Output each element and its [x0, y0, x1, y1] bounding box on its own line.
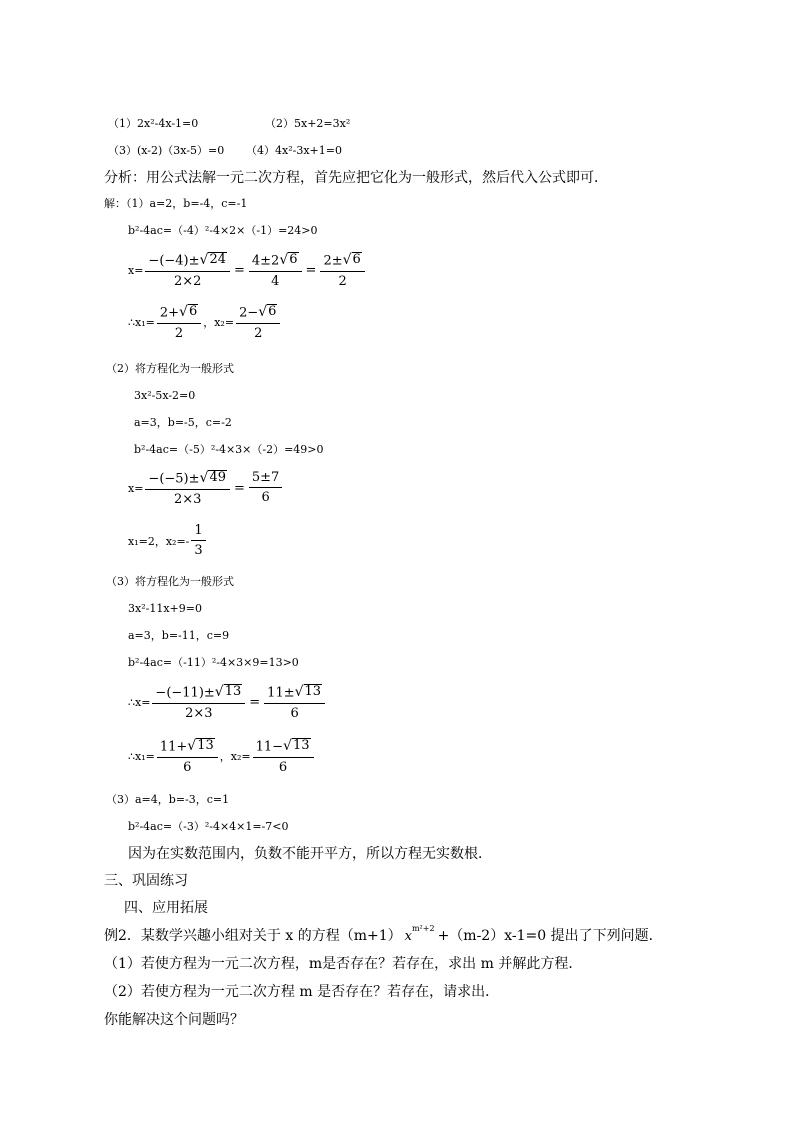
analysis-text: 分析：用公式法解一元二次方程，首先应把它化为一般形式，然后代入公式即可． [104, 170, 608, 186]
section-consolidation-heading: 三、巩固练习 [104, 873, 188, 889]
solution-4-conclusion: 因为在实数范围内，负数不能开平方，所以方程无实数根． [128, 846, 492, 862]
solution-2-coefficients: a=3，b=-5，c=-2 [134, 416, 232, 429]
example-2-question-1: （1）若使方程为一元二次方程，m是否存在？若存在，求出 m 并解此方程． [104, 956, 583, 972]
example-2-statement: 例2．某数学兴趣小组对关于 x 的方程（m+1） $x^{m^2+2}$ +（m-2）x-1=0 提出了下列问题． [104, 924, 663, 944]
fraction: 11± √ 13 6 [264, 684, 325, 721]
fraction: 11+ √ 13 6 [157, 738, 218, 775]
fraction: 2± √ 6 2 [320, 252, 364, 289]
example-2-question-3: 你能解决这个问题吗？ [104, 1012, 244, 1028]
solution-4-discriminant: b²-4ac=（-3）²-4×4×1=-7<0 [128, 820, 289, 833]
solution-1-heading: 解：（1）a=2，b=-4，c=-1 [104, 197, 248, 210]
example-2-question-2: （2）若使方程为一元二次方程 m 是否存在？若存在，请求出． [104, 984, 500, 1000]
problem-1: （1）2x²-4x-1=0 [108, 117, 199, 130]
fraction: $\frac{5\pm 7}{6}$ [249, 471, 282, 506]
solution-3-heading: （3）将方程化为一般形式 [106, 575, 234, 588]
fraction: −(−11)± √ 13 2×3 [152, 684, 245, 721]
solution-2-standard-form: 3x²-5x-2=0 [134, 389, 196, 402]
solution-4-heading: （3）a=4，b=-3，c=1 [106, 793, 230, 806]
fraction: 4±2 √ 6 4 [249, 252, 302, 289]
solution-3-coefficients: a=3，b=-11，c=9 [128, 629, 230, 642]
problem-2: （2）5x+2=3x² [265, 117, 351, 130]
solution-3-formula: ∴x= −(−11)± √ 13 2×3 = 11± √ 13 6 [128, 684, 327, 721]
solution-2-heading: （2）将方程化为一般形式 [106, 362, 234, 375]
fraction: −(−4)± √ 24 2×2 [145, 252, 230, 289]
problem-4: （4）4x²-3x+1=0 [246, 144, 342, 157]
fraction: $\frac{1}{3}$ [191, 524, 205, 559]
fraction: 2+ √ 6 2 [157, 304, 201, 341]
problem-3: （3）(x-2)（3x-5）=0 [108, 144, 225, 157]
x-label: x= [128, 263, 144, 277]
solution-1-discriminant: b²-4ac=（-4）²-4×2×（-1）=24>0 [128, 224, 318, 237]
fraction: 11− √ 13 6 [253, 738, 314, 775]
solution-2-discriminant: b²-4ac=（-5）²-4×3×（-2）=49>0 [134, 443, 324, 456]
power-base: x [404, 929, 412, 944]
solution-3-standard-form: 3x²-11x+9=0 [128, 602, 202, 615]
solution-1-roots: ∴x₁= 2+ √ 6 2 ，x₂= 2− √ 6 2 [128, 304, 282, 341]
solution-3-roots: ∴x₁= 11+ √ 13 6 ，x₂= 11− √ 13 6 [128, 738, 316, 775]
fraction: −(−5)± √ 49 2×3 [145, 470, 230, 507]
fraction: 2− √ 6 2 [236, 304, 280, 341]
solution-1-formula: x= −(−4)± √ 24 2×2 = 4±2 √ 6 4 = 2± √ 6 2 [128, 252, 367, 289]
solution-3-discriminant: b²-4ac=（-11）²-4×3×9=13>0 [128, 656, 299, 669]
solution-2-roots: x₁=2，x₂=- $\frac{1}{3}$ [128, 524, 208, 559]
section-application-heading: 四、应用拓展 [124, 900, 208, 916]
power-exponent: m²+2 [411, 924, 435, 933]
solution-2-formula: x= −(−5)± √ 49 2×3 = $\frac{5\pm 7}{6}$ [128, 470, 284, 507]
